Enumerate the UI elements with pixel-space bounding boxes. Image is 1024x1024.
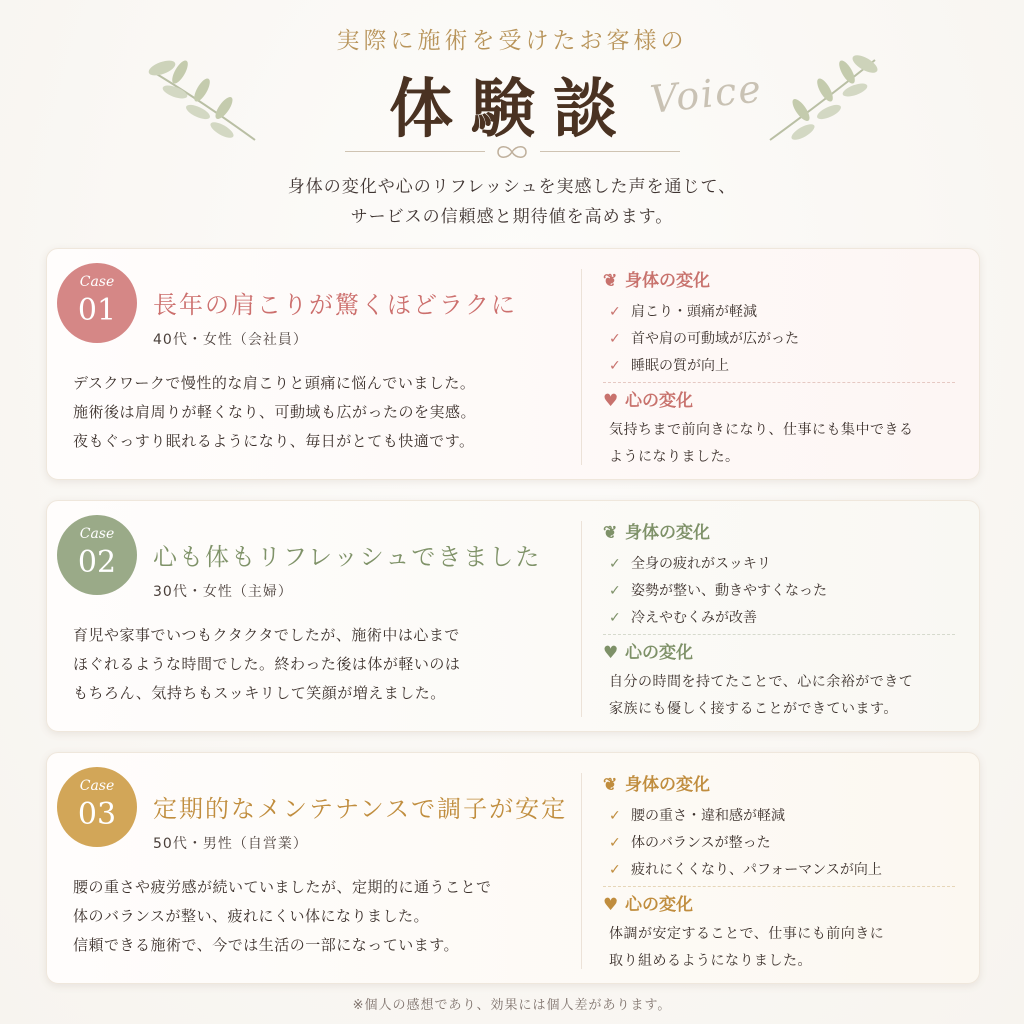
- header: [0, 0, 1024, 240]
- list-item: ✓ 睡眠の質が向上: [609, 353, 799, 380]
- list-item: ✓ 姿勢が整い、動きやすくなった: [609, 578, 827, 605]
- check-icon: ✓: [609, 610, 621, 626]
- case-badge: Case 01: [57, 263, 137, 343]
- body-change-list: [609, 299, 799, 380]
- list-item: ✓ 冷えやむくみが改善: [609, 605, 827, 632]
- check-icon: ✓: [609, 304, 621, 320]
- body-change-list: [609, 551, 827, 632]
- mind-change-heading: ♥ 心の変化: [603, 643, 693, 663]
- case-story: 育児や家事でいつもクタクタでしたが、施術中は心まで ほぐれるような時間でした。終わった後は体が軽いのは もちろん、気持ちもスッキリして笑顔が増えました。: [73, 626, 461, 702]
- list-item: ✓ 肩こり・頭痛が軽減: [609, 299, 799, 326]
- heart-icon: ♥: [603, 643, 619, 663]
- case-title: 定期的なメンテナンスで調子が安定: [153, 795, 568, 823]
- mind-change-text: 自分の時間を持てたことで、心に余裕ができて 家族にも優しく接することができています。: [609, 674, 914, 717]
- mind-change-text: 気持ちまで前向きになり、仕事にも集中できる ようになりました。: [609, 422, 914, 465]
- case-card-3: [46, 752, 980, 984]
- heart-icon: ♥: [603, 895, 619, 915]
- check-icon: ✓: [609, 808, 621, 824]
- list-item: ✓ 体のバランスが整った: [609, 830, 882, 857]
- list-item: ✓ 疲れにくくなり、パフォーマンスが向上: [609, 857, 882, 884]
- page-title: 体験談: [389, 72, 635, 147]
- list-item: ✓ 全身の疲れがスッキリ: [609, 551, 827, 578]
- customer-profile: 50代・男性（自営業）: [153, 836, 308, 852]
- leaf-icon: ❦: [603, 271, 618, 291]
- intro-text: 身体の変化や心のリフレッシュを実感した声を通じて、 サービスの信頼感と期待値を高めます。: [287, 177, 737, 227]
- check-icon: ✓: [609, 862, 621, 878]
- olive-branch-right-icon: [765, 50, 885, 150]
- check-icon: ✓: [609, 583, 621, 599]
- customer-profile: 30代・女性（主婦）: [153, 584, 293, 600]
- subtitle: 実際に施術を受けたお客様の: [336, 28, 688, 54]
- mind-change-heading: ♥ 心の変化: [603, 895, 693, 915]
- case-story: デスクワークで慢性的な肩こりと頭痛に悩んでいました。 施術後は肩周りが軽くなり、可動域も広がったのを実感。 夜もぐっすり眠れるようになり、毎日がとても快適です。: [73, 374, 477, 450]
- list-item: ✓ 腰の重さ・違和感が軽減: [609, 803, 882, 830]
- body-change-list: [609, 803, 882, 884]
- case-title: 心も体もリフレッシュできました: [153, 543, 542, 571]
- leaf-icon: ❦: [603, 775, 618, 795]
- case-badge: Case 02: [57, 515, 137, 595]
- check-icon: ✓: [609, 835, 621, 851]
- body-change-heading: ❦ 身体の変化: [603, 775, 710, 795]
- case-title: 長年の肩こりが驚くほどラクに: [153, 291, 517, 319]
- body-change-heading: ❦ 身体の変化: [603, 271, 710, 291]
- disclaimer-footnote: ※個人の感想であり、効果には個人差があります。: [352, 998, 672, 1013]
- heart-icon: ♥: [603, 391, 619, 411]
- customer-profile: 40代・女性（会社員）: [153, 332, 308, 348]
- infinity-knot-icon: [494, 143, 530, 161]
- check-icon: ✓: [609, 331, 621, 347]
- mind-change-text: 体調が安定することで、仕事にも前向きに 取り組めるようになりました。: [609, 926, 885, 969]
- ornamental-divider: [0, 142, 1024, 162]
- title-script: Voice: [648, 66, 765, 122]
- case-card-1: [46, 248, 980, 480]
- case-story: 腰の重さや疲労感が続いていましたが、定期的に通うことで 体のバランスが整い、疲れにくい体になりました。 信頼できる施術で、今では生活の一部になっています。: [73, 878, 492, 954]
- check-icon: ✓: [609, 556, 621, 572]
- check-icon: ✓: [609, 358, 621, 374]
- case-badge: Case 03: [57, 767, 137, 847]
- case-card-2: [46, 500, 980, 732]
- body-change-heading: ❦ 身体の変化: [603, 523, 710, 543]
- mind-change-heading: ♥ 心の変化: [603, 391, 693, 411]
- list-item: ✓ 首や肩の可動域が広がった: [609, 326, 799, 353]
- leaf-icon: ❦: [603, 523, 618, 543]
